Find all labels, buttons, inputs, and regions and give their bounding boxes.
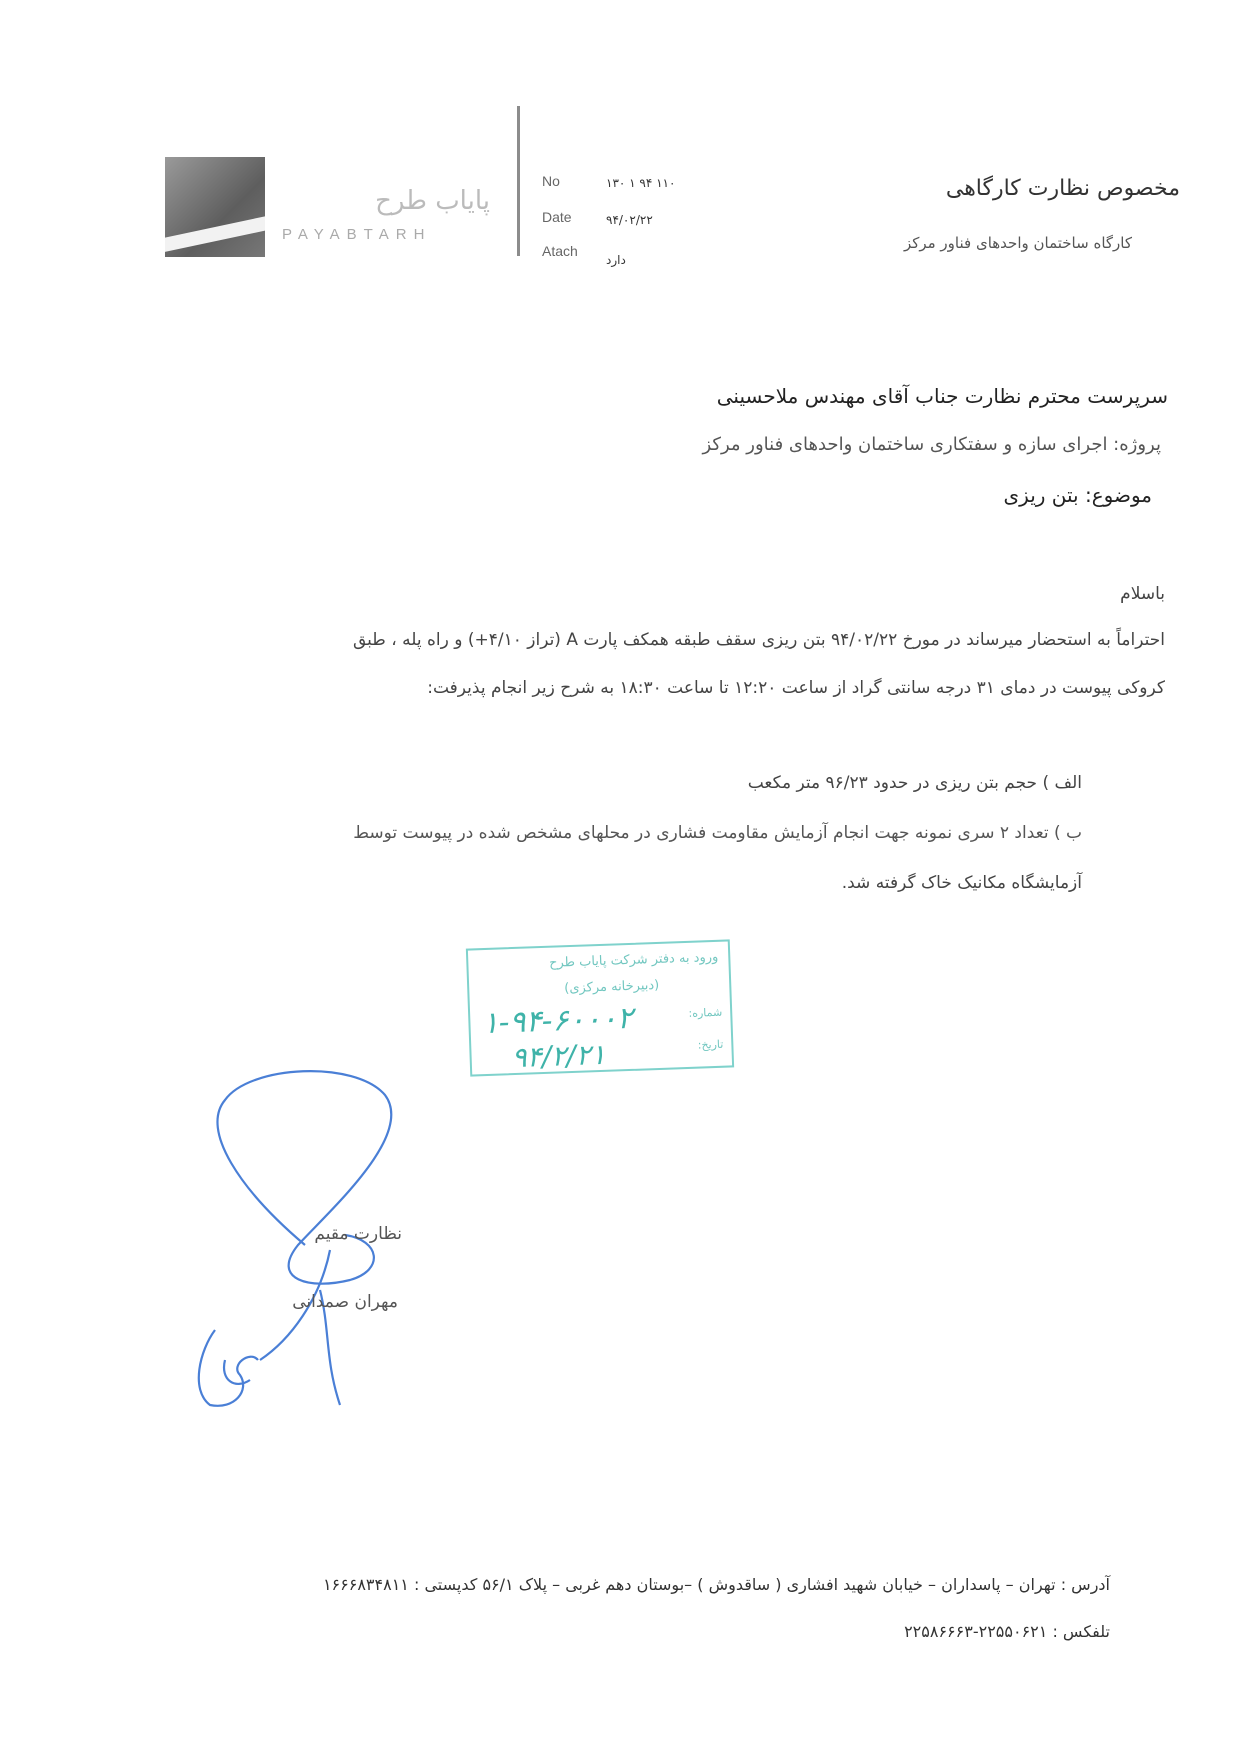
recipient-line: سرپرست محترم نظارت جناب آقای مهندس ملاحسینی [716, 384, 1168, 408]
signature-stroke-loop [217, 1071, 391, 1284]
footer-address: آدرس : تهران – پاسداران – خیابان شهید افشاری ( ساقدوش ) –بوستان دهم غربی – پلاک ۵۶/۱ کدپستی : ۱۶۶۶۸۳۴۸۱۱ [322, 1575, 1110, 1594]
attach-label: Atach [542, 243, 578, 259]
body-paragraph-line-1: احتراماً به استحضار میرساند در مورخ ۹۴/۰۲/۲۲ بتن ریزی سقف طبقه همکف پارت A (تراز ۴/۱۰+) و راه پله ، طبق [352, 630, 1165, 650]
project-line: پروژه: اجرای سازه و سفتکاری ساختمان واحدهای فناور مرکز [702, 434, 1161, 455]
stamp-date-value: ۹۴/۲/۲۱ [511, 1037, 607, 1075]
signature-name: مهران صمدانی [292, 1292, 398, 1312]
date-label: Date [542, 209, 572, 225]
body-paragraph-line-2: کروکی پیوست در دمای ۳۱ درجه سانتی گراد از ساعت ۱۲:۲۰ تا ساعت ۱۸:۳۰ به شرح زیر انجام پذیرفت: [427, 678, 1165, 698]
list-item-a: الف ) حجم بتن ریزی در حدود ۹۶/۲۳ متر مکعب [747, 773, 1082, 793]
company-logo-en: PAYABTARH [282, 226, 432, 243]
signature-stroke-tail [260, 1250, 340, 1405]
signature-role: نظارت مقیم [314, 1224, 402, 1244]
subject-line: موضوع: بتن ریزی [1003, 483, 1152, 507]
stamp-number-label: شماره: [688, 1005, 723, 1020]
no-label: No [542, 173, 560, 189]
header-title: مخصوص نظارت کارگاهی [945, 176, 1180, 201]
signature-stroke-initials [199, 1330, 258, 1406]
handwritten-signature [180, 1060, 420, 1440]
attach-value: دارد [606, 253, 626, 267]
stamp-number-value: ۱-۹۴-۶۰۰۰۲ [481, 1000, 634, 1042]
registration-stamp [466, 939, 734, 1076]
date-value: ۹۴/۰۲/۲۲ [606, 213, 653, 227]
stamp-date-label: تاریخ: [697, 1037, 724, 1052]
list-item-b-line-2: آزمایشگاه مکانیک خاک گرفته شد. [841, 873, 1082, 893]
company-logo-fa: پایاب طرح [375, 186, 490, 216]
header-subtitle: کارگاه ساختمان واحدهای فناور مرکز [903, 234, 1132, 252]
greeting: باسلام [1120, 584, 1165, 604]
company-logo-mark [165, 157, 265, 257]
list-item-b-line-1: ب ) تعداد ۲ سری نمونه جهت انجام آزمایش مقاومت فشاری در محلهای مشخص شده در پیوست توسط [353, 823, 1082, 843]
header-divider [517, 106, 520, 256]
stamp-subtitle: (دبیرخانه مرکزی) [563, 977, 660, 997]
no-value: ۱۳۰ ۱ ۹۴ ۱۱۰ [606, 176, 676, 190]
stamp-title: ورود به دفتر شرکت پایاب طرح [548, 949, 719, 971]
footer-telfax: تلفکس : ۲۲۵۵۰۶۲۱-۲۲۵۸۶۶۶۳ [904, 1622, 1110, 1641]
